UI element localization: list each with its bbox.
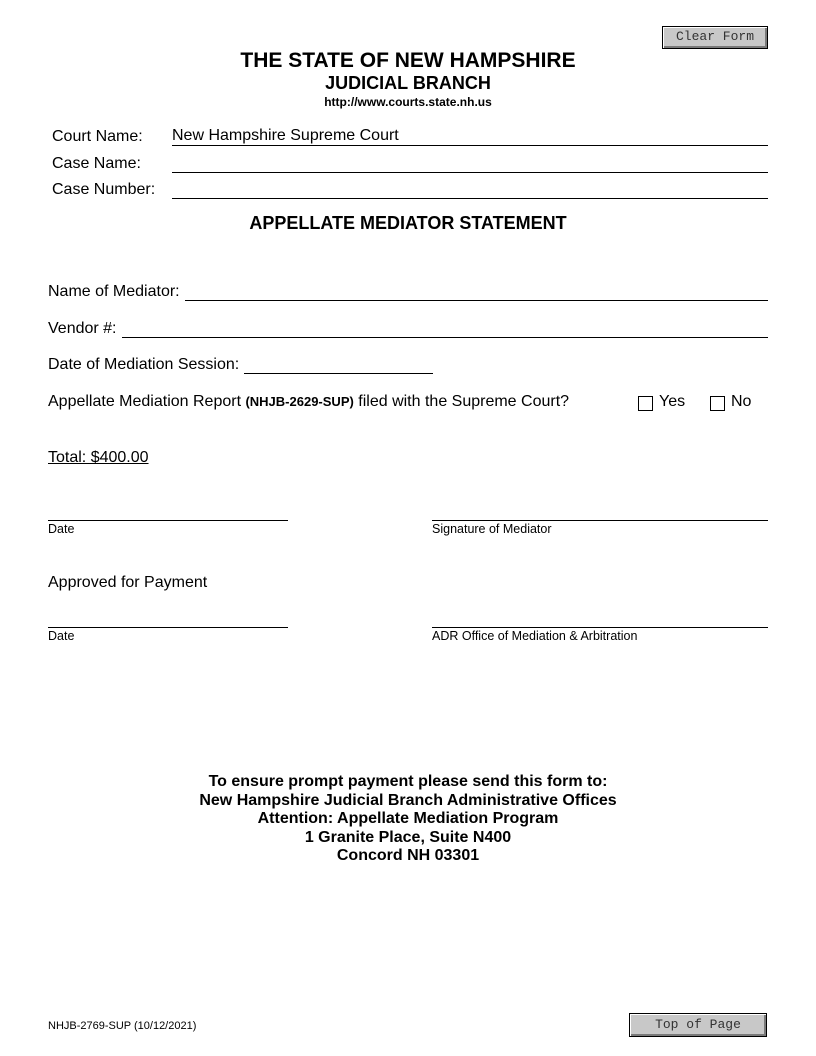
state-title: THE STATE OF NEW HAMPSHIRE <box>240 49 576 72</box>
mediator-signature-line[interactable] <box>432 520 768 521</box>
adr-office-label: ADR Office of Mediation & Arbitration <box>432 629 638 643</box>
branch-title: JUDICIAL BRANCH <box>325 73 491 93</box>
mailing-line-2: New Hampshire Judicial Branch Administrative Offices <box>199 792 617 809</box>
top-of-page-button[interactable]: Top of Page <box>629 1013 767 1037</box>
approved-for-payment-label: Approved for Payment <box>48 574 208 591</box>
case-name-field[interactable] <box>172 155 768 173</box>
report-question-post: filed with the Supreme Court? <box>353 393 570 410</box>
vendor-number-label: Vendor #: <box>48 320 117 337</box>
session-date-field[interactable] <box>244 356 433 374</box>
report-question-pre: Appellate Mediation Report <box>48 393 246 410</box>
date-signature-line-1[interactable] <box>48 520 288 521</box>
report-no-checkbox[interactable] <box>710 396 725 411</box>
total-amount: Total: $400.00 <box>48 449 149 466</box>
report-no-label: No <box>731 393 752 410</box>
court-name-field[interactable]: New Hampshire Supreme Court <box>172 128 768 146</box>
date-label-1: Date <box>48 522 75 536</box>
form-title: APPELLATE MEDIATOR STATEMENT <box>249 213 567 233</box>
court-url: http://www.courts.state.nh.us <box>324 95 492 109</box>
court-name-label: Court Name: <box>52 128 143 145</box>
vendor-number-field[interactable] <box>122 320 768 338</box>
date-label-2: Date <box>48 629 75 643</box>
clear-form-button[interactable]: Clear Form <box>662 26 768 49</box>
mediator-name-field[interactable] <box>185 283 768 301</box>
session-date-label: Date of Mediation Session: <box>48 356 240 373</box>
report-yes-label: Yes <box>659 393 686 410</box>
mediator-name-label: Name of Mediator: <box>48 283 180 300</box>
form-id: NHJB-2769-SUP (10/12/2021) <box>48 1020 197 1032</box>
mailing-line-4: 1 Granite Place, Suite N400 <box>304 829 512 846</box>
mailing-line-3: Attention: Appellate Mediation Program <box>257 810 559 827</box>
date-signature-line-2[interactable] <box>48 627 288 628</box>
case-name-label: Case Name: <box>52 155 141 172</box>
case-number-label: Case Number: <box>52 181 156 198</box>
report-question <box>48 393 569 411</box>
report-yes-checkbox[interactable] <box>638 396 653 411</box>
mediator-signature-label: Signature of Mediator <box>432 522 552 536</box>
case-number-field[interactable] <box>172 181 768 199</box>
adr-signature-line[interactable] <box>432 627 768 628</box>
mailing-line-5: Concord NH 03301 <box>336 847 480 864</box>
report-form-code: (NHJB-2629-SUP) <box>245 394 354 409</box>
mailing-line-1: To ensure prompt payment please send this form to: <box>208 773 608 790</box>
